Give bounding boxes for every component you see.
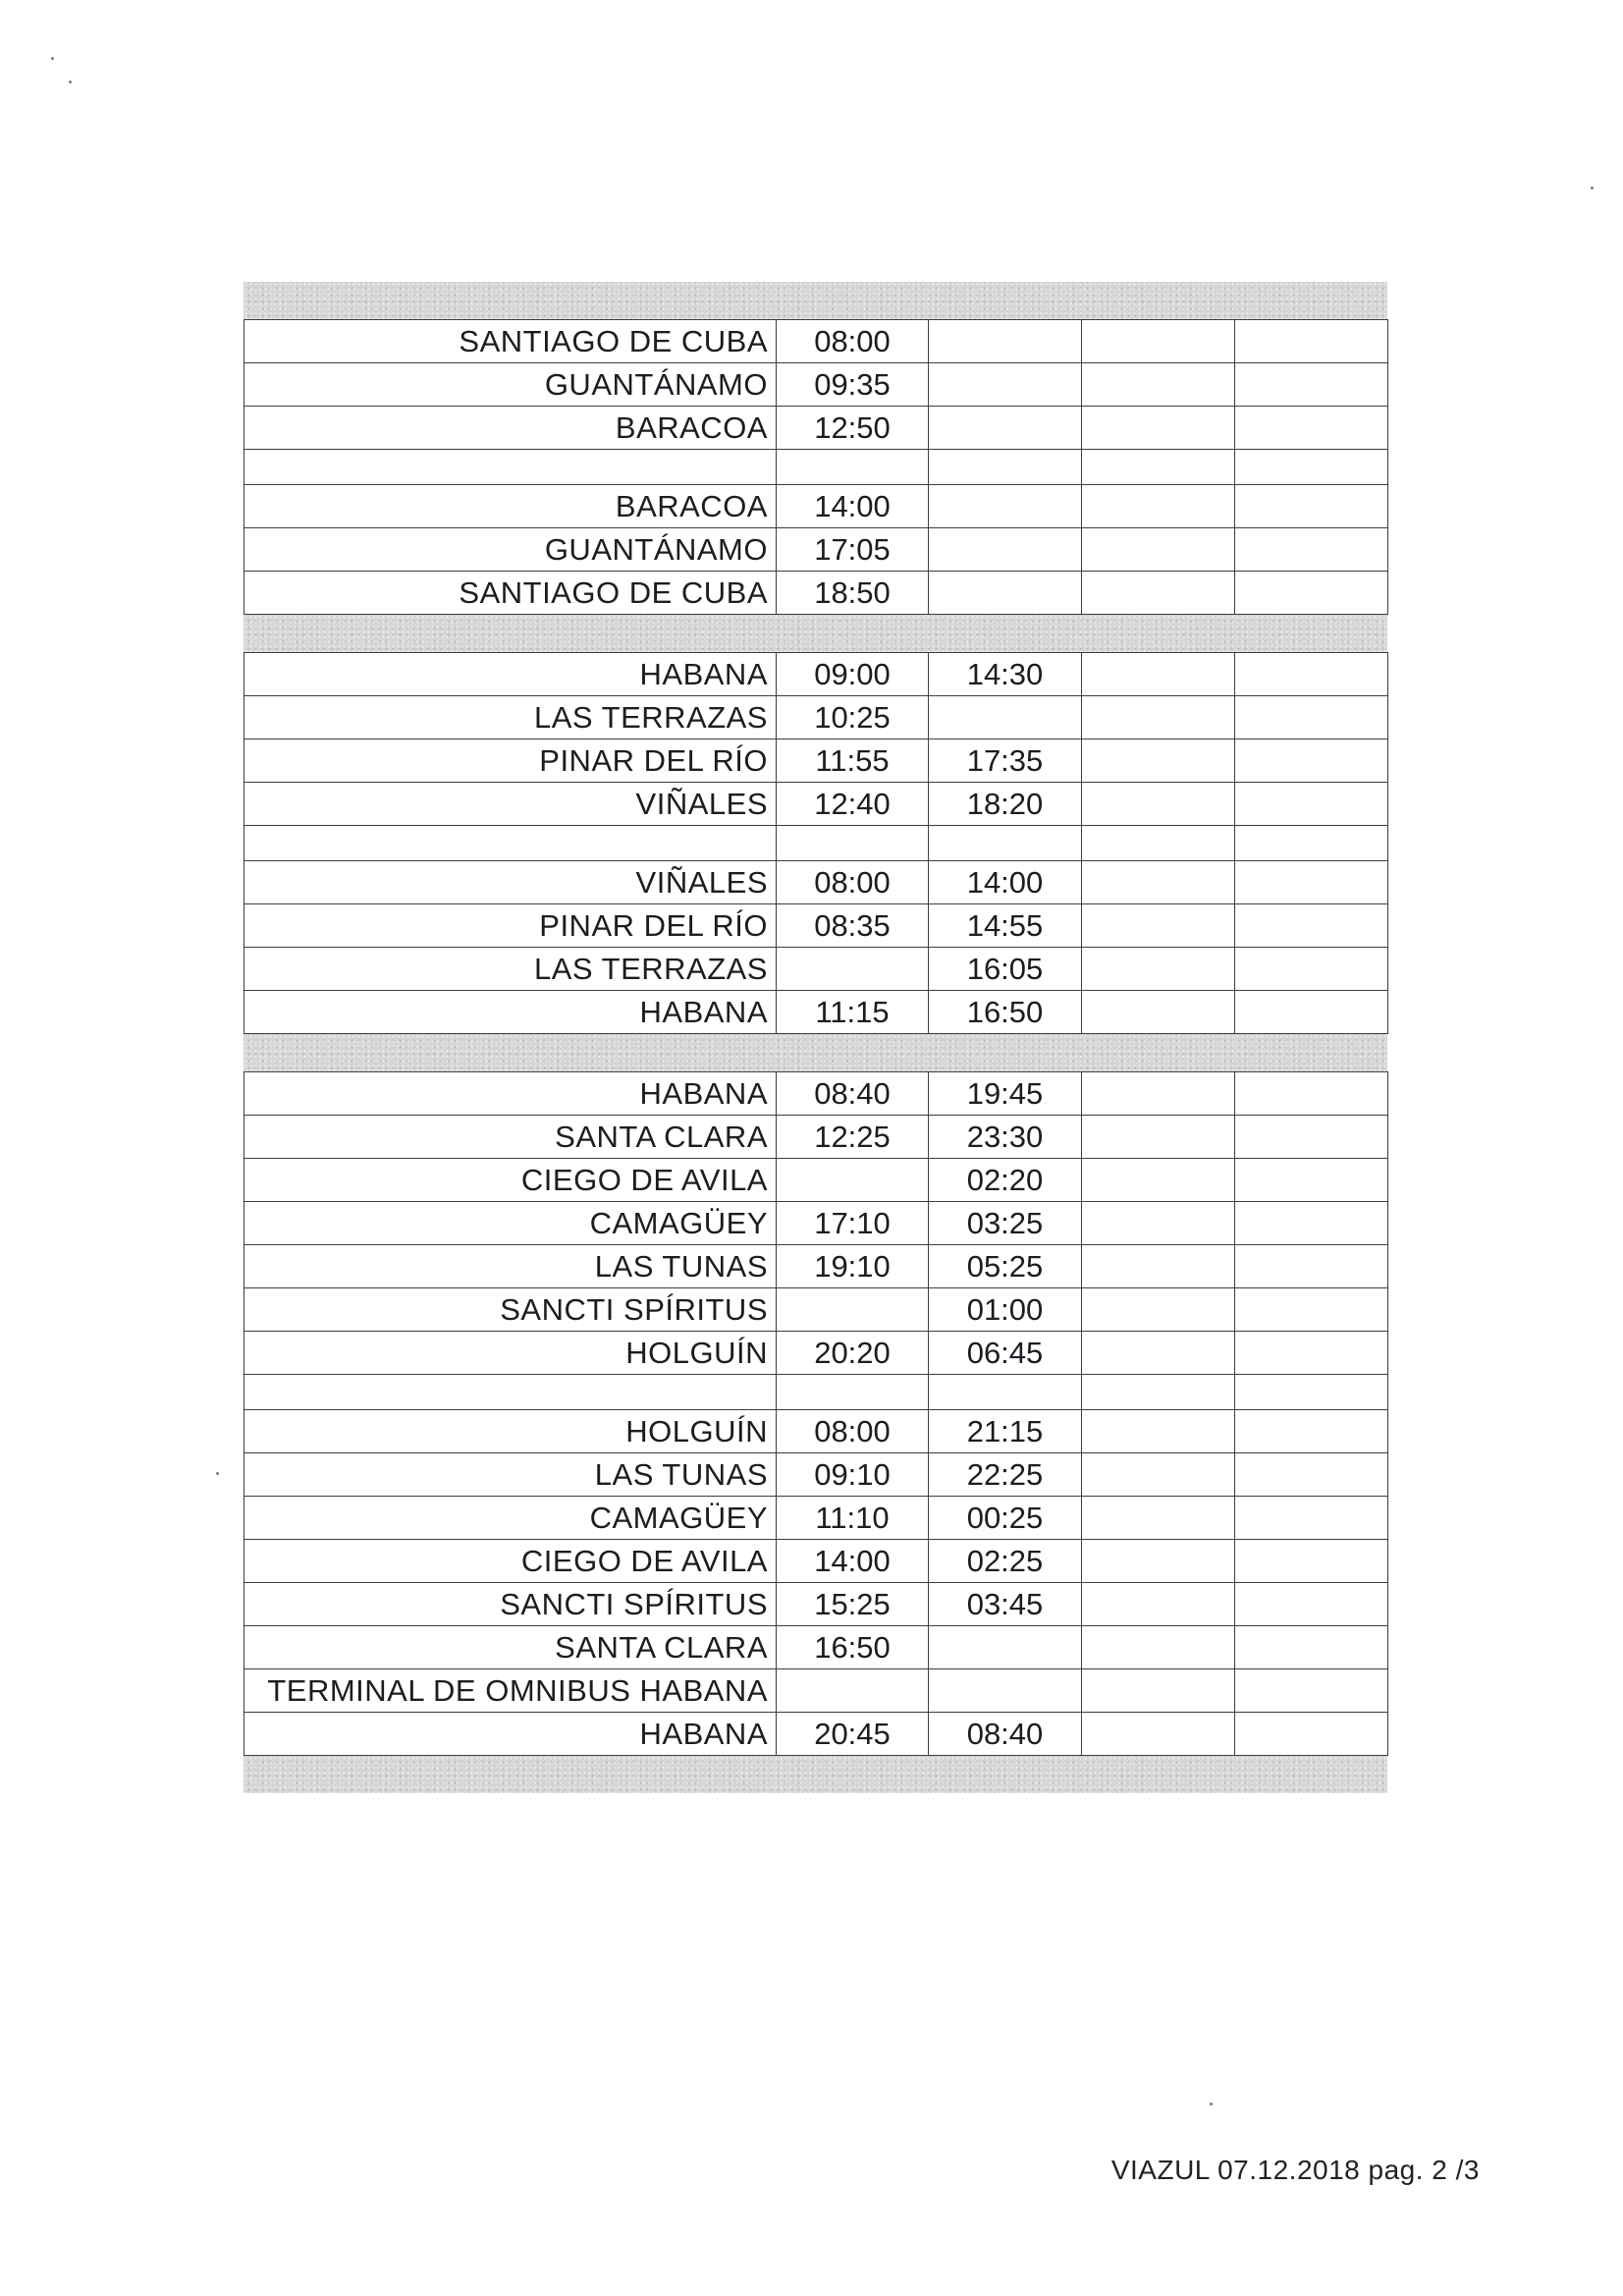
spacer-cell (929, 1375, 1082, 1410)
departure-time: 09:10 (777, 1453, 929, 1497)
departure-time: 14:00 (929, 861, 1082, 904)
departure-time (1235, 1159, 1388, 1202)
spacer-cell (929, 450, 1082, 485)
table-row (244, 407, 1388, 450)
table-row (244, 1583, 1388, 1626)
table-row (244, 1713, 1388, 1756)
stop-name: SANTA CLARA (244, 1626, 777, 1669)
departure-time (1082, 407, 1235, 450)
departure-time: 16:50 (777, 1626, 929, 1669)
departure-time (1082, 528, 1235, 572)
stop-name: HOLGUÍN (244, 1410, 777, 1453)
departure-time (1082, 739, 1235, 783)
departure-time (1082, 320, 1235, 363)
section-band (243, 1034, 1387, 1071)
departure-time (1235, 363, 1388, 407)
spacer-cell (244, 826, 777, 861)
departure-time: 16:50 (929, 991, 1082, 1034)
departure-time: 05:25 (929, 1245, 1082, 1288)
stop-name: CAMAGÜEY (244, 1497, 777, 1540)
departure-time (1082, 1288, 1235, 1332)
departure-time (1235, 739, 1388, 783)
departure-time (1235, 1583, 1388, 1626)
departure-time: 20:45 (777, 1713, 929, 1756)
table-row (244, 1332, 1388, 1375)
stop-name: CAMAGÜEY (244, 1202, 777, 1245)
table-row (244, 1410, 1388, 1453)
departure-time (929, 1669, 1082, 1713)
departure-time (1235, 528, 1388, 572)
departure-time (1082, 1159, 1235, 1202)
departure-time (1235, 1453, 1388, 1497)
stop-name: VIÑALES (244, 783, 777, 826)
stop-name: LAS TUNAS (244, 1453, 777, 1497)
timetable (243, 282, 1387, 1793)
spacer-cell (1082, 450, 1235, 485)
departure-time (1082, 783, 1235, 826)
departure-time: 14:30 (929, 653, 1082, 696)
scan-speck (1210, 2103, 1213, 2105)
departure-time: 03:25 (929, 1202, 1082, 1245)
departure-time (1235, 1713, 1388, 1756)
departure-time (1082, 696, 1235, 739)
stop-name: SANTIAGO DE CUBA (244, 572, 777, 615)
departure-time: 03:45 (929, 1583, 1082, 1626)
departure-time: 16:05 (929, 948, 1082, 991)
departure-time (1235, 861, 1388, 904)
departure-time: 09:00 (777, 653, 929, 696)
section-band (243, 1756, 1387, 1793)
table-row (244, 653, 1388, 696)
stop-name: CIEGO DE AVILA (244, 1540, 777, 1583)
spacer-cell (1235, 826, 1388, 861)
stop-name: GUANTÁNAMO (244, 363, 777, 407)
table-row (244, 1453, 1388, 1497)
table-row (244, 904, 1388, 948)
spacer-cell (1235, 1375, 1388, 1410)
table-row (244, 1159, 1388, 1202)
departure-time: 17:05 (777, 528, 929, 572)
table-row (244, 948, 1388, 991)
departure-time (1082, 1583, 1235, 1626)
spacer-cell (777, 826, 929, 861)
stop-name: HABANA (244, 991, 777, 1034)
departure-time (1082, 1453, 1235, 1497)
route-table (243, 652, 1388, 1034)
departure-time (1235, 948, 1388, 991)
departure-time (929, 696, 1082, 739)
departure-time (1235, 1669, 1388, 1713)
section-band (243, 282, 1387, 319)
departure-time: 09:35 (777, 363, 929, 407)
departure-time: 12:50 (777, 407, 929, 450)
departure-time: 12:40 (777, 783, 929, 826)
spacer-row (244, 450, 1388, 485)
departure-time: 08:40 (777, 1072, 929, 1116)
scan-speck (1591, 187, 1594, 190)
departure-time (1082, 991, 1235, 1034)
departure-time (1235, 696, 1388, 739)
spacer-row (244, 1375, 1388, 1410)
table-row (244, 1072, 1388, 1116)
stop-name: VIÑALES (244, 861, 777, 904)
departure-time (777, 1669, 929, 1713)
departure-time (1082, 904, 1235, 948)
departure-time (1235, 653, 1388, 696)
departure-time: 08:00 (777, 320, 929, 363)
table-row (244, 783, 1388, 826)
departure-time: 18:20 (929, 783, 1082, 826)
departure-time (1235, 1332, 1388, 1375)
departure-time: 10:25 (777, 696, 929, 739)
scan-speck (69, 81, 72, 83)
table-row (244, 1626, 1388, 1669)
departure-time (1082, 1116, 1235, 1159)
table-row (244, 1245, 1388, 1288)
scan-speck (51, 57, 54, 60)
route-table (243, 1071, 1388, 1756)
departure-time (1082, 861, 1235, 904)
departure-time (1082, 1626, 1235, 1669)
departure-time (1235, 1245, 1388, 1288)
scan-speck (216, 1472, 219, 1475)
departure-time: 11:55 (777, 739, 929, 783)
departure-time (929, 1626, 1082, 1669)
spacer-cell (777, 1375, 929, 1410)
departure-time: 02:20 (929, 1159, 1082, 1202)
table-row (244, 739, 1388, 783)
departure-time: 17:10 (777, 1202, 929, 1245)
departure-time (929, 572, 1082, 615)
departure-time (1235, 1288, 1388, 1332)
stop-name: PINAR DEL RÍO (244, 904, 777, 948)
departure-time (1082, 1497, 1235, 1540)
departure-time (1082, 1410, 1235, 1453)
spacer-cell (777, 450, 929, 485)
departure-time (1082, 1202, 1235, 1245)
table-row (244, 1497, 1388, 1540)
departure-time (1082, 1245, 1235, 1288)
stop-name: BARACOA (244, 485, 777, 528)
departure-time: 22:25 (929, 1453, 1082, 1497)
departure-time (1082, 485, 1235, 528)
departure-time (929, 485, 1082, 528)
departure-time: 11:15 (777, 991, 929, 1034)
stop-name: GUANTÁNAMO (244, 528, 777, 572)
departure-time (929, 407, 1082, 450)
departure-time (929, 528, 1082, 572)
page-footer: VIAZUL 07.12.2018 pag. 2 /3 (1110, 2155, 1480, 2185)
table-row (244, 528, 1388, 572)
departure-time: 06:45 (929, 1332, 1082, 1375)
departure-time: 18:50 (777, 572, 929, 615)
spacer-cell (1235, 450, 1388, 485)
departure-time (1235, 904, 1388, 948)
spacer-cell (244, 1375, 777, 1410)
departure-time (929, 320, 1082, 363)
table-row (244, 991, 1388, 1034)
departure-time (1235, 1540, 1388, 1583)
departure-time (929, 363, 1082, 407)
stop-name: SANCTI SPÍRITUS (244, 1288, 777, 1332)
departure-time: 17:35 (929, 739, 1082, 783)
departure-time: 14:55 (929, 904, 1082, 948)
table-row (244, 572, 1388, 615)
departure-time (1235, 320, 1388, 363)
departure-time (1235, 485, 1388, 528)
departure-time: 00:25 (929, 1497, 1082, 1540)
spacer-cell (244, 450, 777, 485)
departure-time: 20:20 (777, 1332, 929, 1375)
departure-time (1082, 1332, 1235, 1375)
stop-name: SANTIAGO DE CUBA (244, 320, 777, 363)
departure-time (1082, 1072, 1235, 1116)
table-row (244, 861, 1388, 904)
spacer-cell (1082, 826, 1235, 861)
departure-time (1235, 1072, 1388, 1116)
departure-time: 21:15 (929, 1410, 1082, 1453)
table-row (244, 1540, 1388, 1583)
departure-time (777, 1288, 929, 1332)
stop-name: HABANA (244, 653, 777, 696)
stop-name: LAS TERRAZAS (244, 696, 777, 739)
departure-time: 02:25 (929, 1540, 1082, 1583)
departure-time (777, 948, 929, 991)
departure-time (1235, 991, 1388, 1034)
departure-time (1082, 948, 1235, 991)
departure-time: 19:45 (929, 1072, 1082, 1116)
table-row (244, 1669, 1388, 1713)
stop-name: CIEGO DE AVILA (244, 1159, 777, 1202)
table-row (244, 1288, 1388, 1332)
spacer-cell (1082, 1375, 1235, 1410)
table-row (244, 320, 1388, 363)
departure-time (1082, 1669, 1235, 1713)
departure-time: 14:00 (777, 1540, 929, 1583)
stop-name: LAS TUNAS (244, 1245, 777, 1288)
section-band (243, 615, 1387, 652)
departure-time: 19:10 (777, 1245, 929, 1288)
departure-time (1235, 1202, 1388, 1245)
departure-time: 23:30 (929, 1116, 1082, 1159)
departure-time (1082, 1713, 1235, 1756)
stop-name: HABANA (244, 1072, 777, 1116)
departure-time: 01:00 (929, 1288, 1082, 1332)
departure-time (1235, 1116, 1388, 1159)
departure-time (1082, 363, 1235, 407)
stop-name: HABANA (244, 1713, 777, 1756)
table-row (244, 696, 1388, 739)
table-row (244, 363, 1388, 407)
stop-name: SANTA CLARA (244, 1116, 777, 1159)
stop-name: TERMINAL DE OMNIBUS HABANA (244, 1669, 777, 1713)
departure-time (1235, 407, 1388, 450)
stop-name: SANCTI SPÍRITUS (244, 1583, 777, 1626)
departure-time: 11:10 (777, 1497, 929, 1540)
departure-time: 14:00 (777, 485, 929, 528)
spacer-row (244, 826, 1388, 861)
departure-time: 08:00 (777, 861, 929, 904)
departure-time: 08:40 (929, 1713, 1082, 1756)
departure-time: 08:00 (777, 1410, 929, 1453)
departure-time (1082, 572, 1235, 615)
departure-time (1235, 783, 1388, 826)
stop-name: LAS TERRAZAS (244, 948, 777, 991)
route-table (243, 319, 1388, 615)
departure-time (1235, 1497, 1388, 1540)
stop-name: BARACOA (244, 407, 777, 450)
stop-name: PINAR DEL RÍO (244, 739, 777, 783)
spacer-cell (929, 826, 1082, 861)
departure-time: 15:25 (777, 1583, 929, 1626)
stop-name: HOLGUÍN (244, 1332, 777, 1375)
departure-time (1082, 1540, 1235, 1583)
departure-time (1235, 1626, 1388, 1669)
departure-time (1235, 572, 1388, 615)
departure-time (1082, 653, 1235, 696)
table-row (244, 1202, 1388, 1245)
departure-time (1235, 1410, 1388, 1453)
table-row (244, 485, 1388, 528)
table-row (244, 1116, 1388, 1159)
departure-time (777, 1159, 929, 1202)
departure-time: 08:35 (777, 904, 929, 948)
departure-time: 12:25 (777, 1116, 929, 1159)
